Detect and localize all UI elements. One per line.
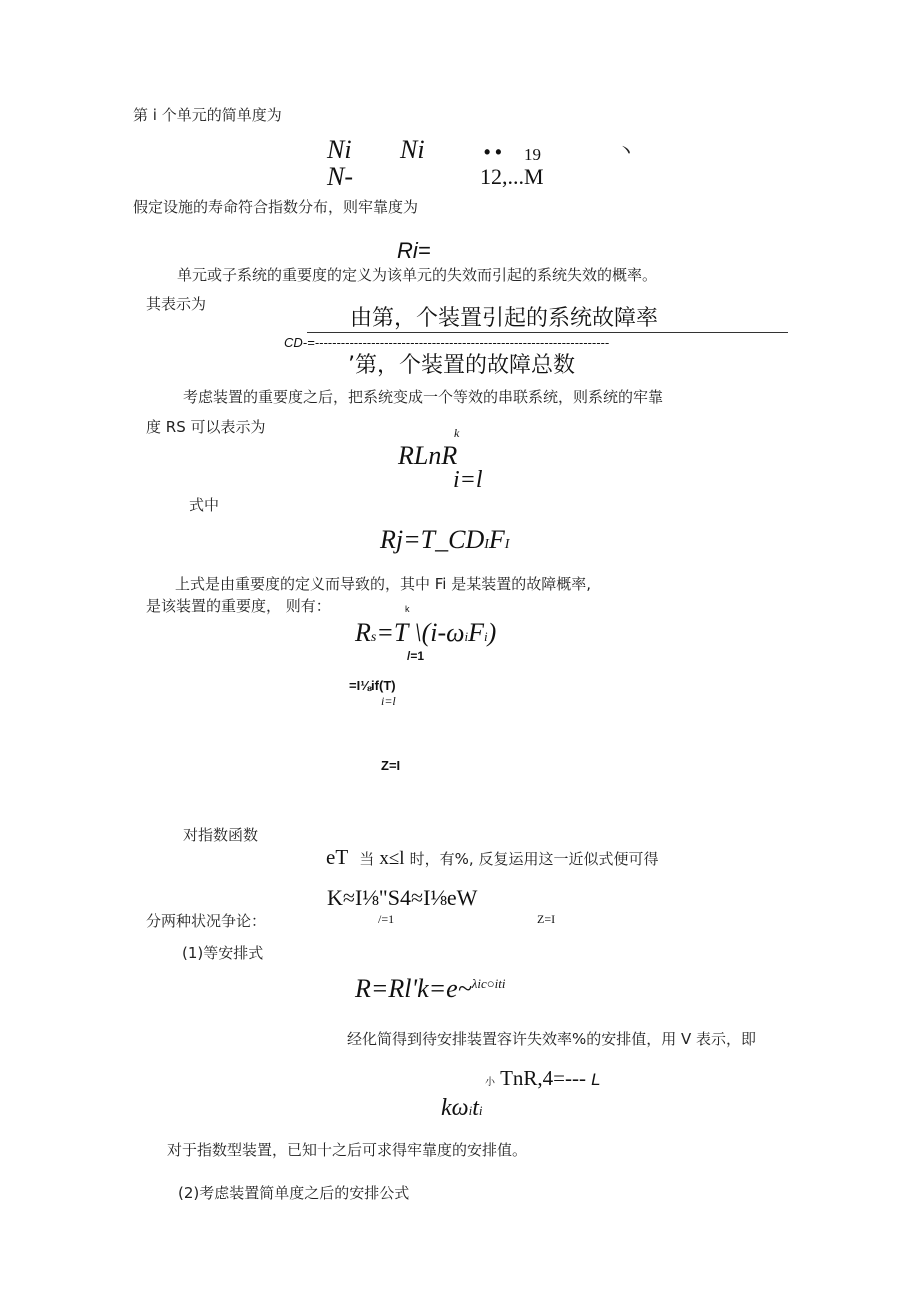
formula-range: 12,...M (480, 164, 544, 189)
formula-rs-below: /=1 (407, 649, 425, 663)
text-line-exponential-device: 对于指数型装置，已知十之后可求得牢靠度的安排值。 (167, 1141, 528, 1159)
formula-mark: 丶 (616, 139, 636, 163)
fraction-bar (307, 332, 788, 333)
formula-n-minus: N- (327, 162, 353, 191)
text-line-two-cases: 分两种状况争论： (146, 912, 267, 930)
formula-rs: Rs=T \(i-ωiFi) (355, 618, 497, 647)
text-line-equivalent-series: 考虑装置的重要度之后，把系统变成一个等效的串联系统，则系统的牢靠 (183, 388, 664, 406)
formula-approx: =I⅛if(T) (349, 678, 396, 693)
formula-small: 小 (485, 1077, 495, 1088)
text-line-case-2: (2)考虑装置简单度之后的安排公式 (178, 1184, 410, 1202)
text-line-simplicity: 第 i 个单元的简单度为 (133, 106, 282, 124)
formula-z-eq: Z=I (381, 758, 401, 773)
formula-dots: • • (484, 142, 502, 162)
fraction-lhs: CD-=-------------------------------------------------------------------- (284, 335, 610, 350)
text-line-exp-function: 对指数函数 (183, 826, 259, 844)
fraction-denominator: ’第，个装置的故障总数 (348, 353, 575, 378)
text-line-rs: 度 RS 可以表示为 (146, 418, 266, 436)
formula-rs-sup: k (405, 604, 410, 614)
formula-k-sub2: Z=I (537, 912, 556, 926)
formula-product-main: RLnR (398, 441, 458, 470)
formula-et-line (326, 847, 658, 868)
formula-ri: Ri= (397, 238, 431, 263)
formula-product-sub: i=l (453, 467, 483, 493)
formula-tnr: TnR,4=--- (500, 1066, 587, 1090)
text-line-derivation: 上式是由重要度的定义而导致的，其中 Fi 是某装置的故障概率, (175, 575, 592, 593)
formula-equal-allocation: R=Rl'k=e~$^{\lambda ic○iti}$ (355, 974, 506, 1003)
formula-rj: Rj=T_CDIFI (380, 525, 510, 554)
text-line-importance-def: 单元或子系统的重要度的定义为该单元的失效而引起的系统失效的概率。 (177, 266, 658, 284)
formula-cond: x≤l (379, 848, 405, 869)
text-line-exponential: 假定设施的寿命符合指数分布，则牢靠度为 (133, 198, 419, 216)
formula-k-approx: K≈I⅛"S4≈I⅛eW (327, 885, 478, 910)
formula-l: L (591, 1070, 601, 1089)
text-line-case-1: (1)等安排式 (182, 944, 264, 962)
formula-et: eT (326, 845, 349, 869)
formula-when: 当 (359, 850, 375, 868)
text-line-importance: 是该装置的重要度， 则有： (146, 597, 331, 615)
formula-allocation-line (485, 1068, 601, 1089)
fraction-numerator: 由第，个装置引起的系统故障率 (350, 306, 659, 331)
formula-product-sup: k (454, 426, 460, 440)
formula-k-sub1: /=1 (378, 912, 395, 926)
formula-approx-sub: i=l (381, 694, 396, 708)
formula-k-omega: kωiti (441, 1095, 483, 1121)
text-line-expression: 其表示为 (146, 295, 207, 313)
formula-ni-a: Ni (327, 135, 352, 164)
formula-rest: 时，有%, 反复运用这一近似式便可得 (409, 850, 659, 868)
text-line-where: 式中 (189, 496, 220, 514)
formula-num-19: 19 (524, 145, 541, 164)
text-line-simplified: 经化简得到待安排装置容许失效率%的安排值，用 V 表示，即 (347, 1030, 757, 1048)
formula-ni-b: Ni (400, 135, 425, 164)
